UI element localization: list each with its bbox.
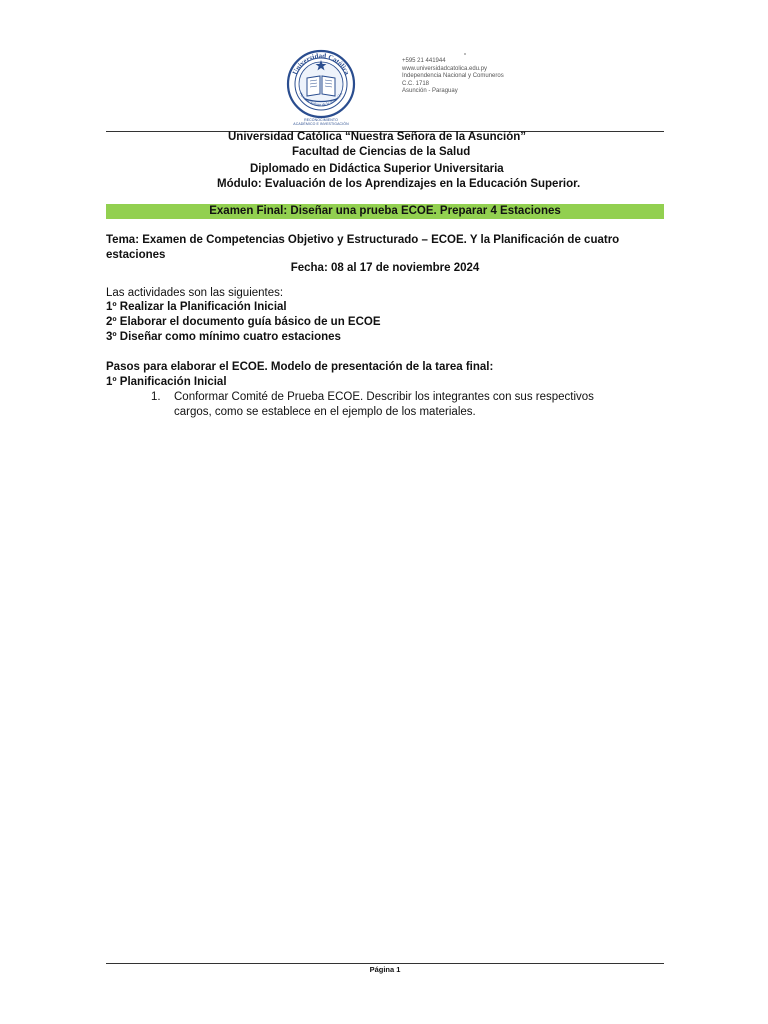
faculty-name: Facultad de Ciencias de la Salud — [292, 146, 471, 158]
step-text-line2: cargos, como se establece en el ejemplo de los materiales. — [174, 406, 476, 418]
university-name: Universidad Católica “Nuestra Señora de la Asunción” — [228, 131, 527, 143]
footer-divider — [106, 963, 664, 964]
activity-item: 2º Elaborar el documento guía básico de un ECOE — [106, 316, 381, 328]
contact-website: www.universidadcatolica.edu.py — [402, 65, 488, 72]
exam-title-banner: Examen Final: Diseñar una prueba ECOE. Preparar 4 Estaciones — [106, 204, 664, 219]
page-number: Página 1 — [369, 965, 401, 974]
logo-tag-line: ACADÉMICO E INVESTIGACIÓN — [293, 122, 349, 126]
module-name: Módulo: Evaluación de los Aprendizajes en la Educación Superior. — [217, 178, 581, 190]
pasos-title: Pasos para elaborar el ECOE. Modelo de presentación de la tarea final: — [106, 361, 494, 373]
activities-intro: Las actividades son las siguientes: — [106, 287, 284, 299]
activity-item: 1º Realizar la Planificación Inicial — [106, 301, 287, 313]
decorative-dot — [464, 53, 466, 55]
university-seal-icon — [285, 48, 357, 120]
logo-tag-line: RECONOCIMIENTO — [304, 118, 338, 122]
logo-bottom-text: Nuestra Señora de la Asunción — [298, 91, 344, 108]
fecha-text: Fecha: 08 al 17 de noviembre 2024 — [290, 262, 480, 274]
step-number: 1. — [151, 391, 161, 403]
contact-address: Independencia Nacional y Comuneros — [402, 73, 504, 79]
contact-phone: +595 21 441944 — [402, 58, 446, 64]
contact-po-box: C.C. 1718 — [402, 80, 430, 87]
tema-text: Tema: Examen de Competencias Objetivo y Estructurado – ECOE. Y la Planificación de cuatro estaciones — [106, 234, 620, 261]
activity-item: 3º Diseñar como mínimo cuatro estaciones — [106, 331, 341, 343]
logo-arc-text: Universidad Católica — [290, 51, 352, 77]
contact-city: Asunción - Paraguay — [402, 88, 458, 94]
logo-tagline — [288, 118, 354, 126]
diploma-name: Diplomado en Didáctica Superior Universitaria — [250, 163, 504, 175]
step-text-line1: Conformar Comité de Prueba ECOE. Describir los integrantes con sus respectivos — [174, 391, 594, 403]
planificacion-title: 1º Planificación Inicial — [106, 376, 227, 388]
contact-info — [402, 58, 504, 96]
